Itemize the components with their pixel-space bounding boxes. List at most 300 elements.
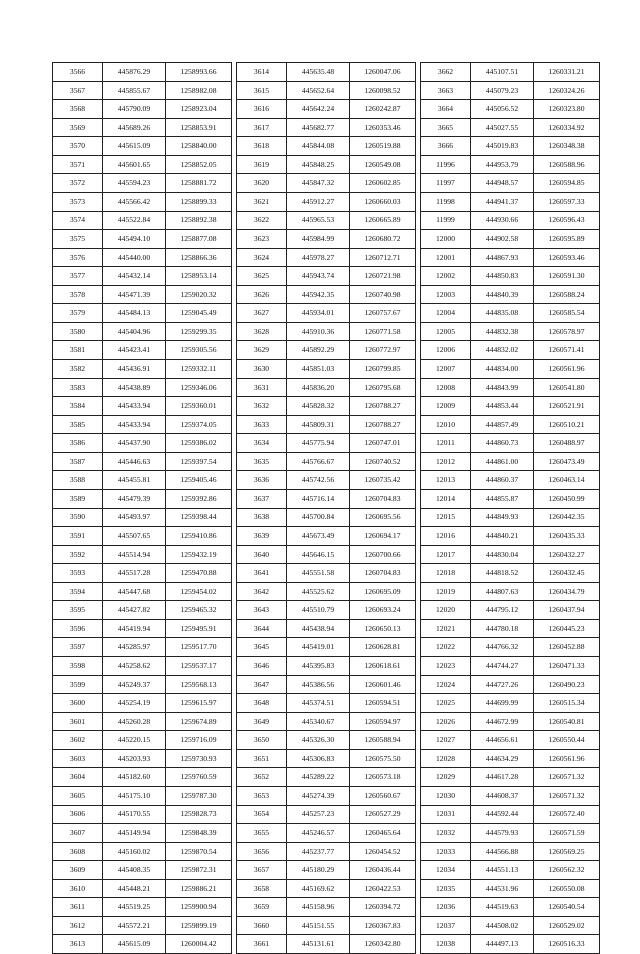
y-coordinate-cell: 1260569.25	[534, 842, 600, 861]
y-coordinate-cell: 1260571.59	[534, 824, 600, 843]
y-coordinate-cell: 1260588.24	[534, 285, 600, 304]
point-number-cell: 3612	[53, 916, 103, 935]
table-row	[53, 712, 232, 731]
x-coordinate-cell: 444551.13	[471, 861, 534, 880]
y-coordinate-cell: 1260473.49	[534, 452, 600, 471]
x-coordinate-cell: 444579.93	[471, 824, 534, 843]
point-number-cell: 3594	[53, 582, 103, 601]
point-number-cell: 3663	[421, 81, 471, 100]
y-coordinate-cell: 1259470.88	[166, 564, 232, 583]
y-coordinate-cell: 1260735.42	[350, 471, 416, 490]
x-coordinate-cell: 444849.93	[471, 508, 534, 527]
x-coordinate-cell: 445340.67	[287, 712, 350, 731]
x-coordinate-cell: 445440.00	[103, 248, 166, 267]
point-number-cell: 12005	[421, 322, 471, 341]
table-row	[421, 63, 600, 82]
y-coordinate-cell: 1260700.66	[350, 545, 416, 564]
x-coordinate-cell: 444617.28	[471, 768, 534, 787]
table-row	[237, 360, 416, 379]
table-row	[421, 378, 600, 397]
point-number-cell: 3575	[53, 230, 103, 249]
x-coordinate-cell: 444840.21	[471, 527, 534, 546]
point-number-cell: 3617	[237, 118, 287, 137]
point-number-cell: 3624	[237, 248, 287, 267]
x-coordinate-cell: 444832.02	[471, 341, 534, 360]
table-row	[421, 861, 600, 880]
point-number-cell: 3628	[237, 322, 287, 341]
point-number-cell: 3609	[53, 861, 103, 880]
table-row	[237, 192, 416, 211]
point-number-cell: 3576	[53, 248, 103, 267]
point-number-cell: 12018	[421, 564, 471, 583]
x-coordinate-cell: 444531.96	[471, 879, 534, 898]
y-coordinate-cell: 1258953.14	[166, 267, 232, 286]
table-row	[53, 100, 232, 119]
y-coordinate-cell: 1259730.93	[166, 749, 232, 768]
x-coordinate-cell: 445257.23	[287, 805, 350, 824]
point-number-cell: 3582	[53, 360, 103, 379]
point-number-cell: 3598	[53, 657, 103, 676]
coordinate-table-block-2	[236, 62, 416, 954]
x-coordinate-cell: 445652.64	[287, 81, 350, 100]
point-number-cell: 3579	[53, 304, 103, 323]
point-number-cell: 12023	[421, 657, 471, 676]
y-coordinate-cell: 1260550.08	[534, 879, 600, 898]
x-coordinate-cell: 445419.01	[287, 638, 350, 657]
point-number-cell: 12002	[421, 267, 471, 286]
y-coordinate-cell: 1260593.46	[534, 248, 600, 267]
point-number-cell: 12025	[421, 694, 471, 713]
y-coordinate-cell: 1258881.72	[166, 174, 232, 193]
y-coordinate-cell: 1259386.02	[166, 434, 232, 453]
table-row	[237, 527, 416, 546]
table-row	[421, 155, 600, 174]
x-coordinate-cell: 445131.61	[287, 935, 350, 954]
point-number-cell: 3641	[237, 564, 287, 583]
y-coordinate-cell: 1260004.42	[166, 935, 232, 954]
table-row	[421, 545, 600, 564]
y-coordinate-cell: 1260571.41	[534, 341, 600, 360]
x-coordinate-cell: 444855.87	[471, 489, 534, 508]
y-coordinate-cell: 1260660.03	[350, 192, 416, 211]
y-coordinate-cell: 1260597.33	[534, 192, 600, 211]
y-coordinate-cell: 1260618.61	[350, 657, 416, 676]
coordinate-sheet	[52, 62, 600, 954]
y-coordinate-cell: 1260560.67	[350, 786, 416, 805]
table-row	[53, 731, 232, 750]
y-coordinate-cell: 1260465.64	[350, 824, 416, 843]
point-number-cell: 3589	[53, 489, 103, 508]
y-coordinate-cell: 1260454.52	[350, 842, 416, 861]
x-coordinate-cell: 445844.08	[287, 137, 350, 156]
x-coordinate-cell: 444608.37	[471, 786, 534, 805]
y-coordinate-cell: 1259020.32	[166, 285, 232, 304]
point-number-cell: 3632	[237, 397, 287, 416]
point-number-cell: 3603	[53, 749, 103, 768]
table-row	[237, 285, 416, 304]
point-number-cell: 12006	[421, 341, 471, 360]
table-row	[53, 582, 232, 601]
y-coordinate-cell: 1260331.21	[534, 63, 600, 82]
x-coordinate-cell: 444566.88	[471, 842, 534, 861]
y-coordinate-cell: 1259568.13	[166, 675, 232, 694]
x-coordinate-cell: 445175.10	[103, 786, 166, 805]
y-coordinate-cell: 1259405.46	[166, 471, 232, 490]
y-coordinate-cell: 1260788.27	[350, 397, 416, 416]
x-coordinate-cell: 445517.28	[103, 564, 166, 583]
point-number-cell: 12003	[421, 285, 471, 304]
table-row	[53, 174, 232, 193]
x-coordinate-cell: 444699.99	[471, 694, 534, 713]
x-coordinate-cell: 445910.36	[287, 322, 350, 341]
y-coordinate-cell: 1260519.88	[350, 137, 416, 156]
table-row	[421, 100, 600, 119]
y-coordinate-cell: 1260529.02	[534, 916, 600, 935]
table-row	[237, 879, 416, 898]
point-number-cell: 3645	[237, 638, 287, 657]
table-row	[53, 489, 232, 508]
y-coordinate-cell: 1259517.70	[166, 638, 232, 657]
point-number-cell: 3622	[237, 211, 287, 230]
x-coordinate-cell: 445790.09	[103, 100, 166, 119]
table-row	[237, 786, 416, 805]
x-coordinate-cell: 445978.27	[287, 248, 350, 267]
table-row	[237, 657, 416, 676]
point-number-cell: 11997	[421, 174, 471, 193]
y-coordinate-cell: 1258852.05	[166, 155, 232, 174]
y-coordinate-cell: 1260435.33	[534, 527, 600, 546]
table-row	[53, 545, 232, 564]
x-coordinate-cell: 445423.41	[103, 341, 166, 360]
y-coordinate-cell: 1260432.45	[534, 564, 600, 583]
y-coordinate-cell: 1260323.80	[534, 100, 600, 119]
table-row	[53, 248, 232, 267]
y-coordinate-cell: 1260575.50	[350, 749, 416, 768]
point-number-cell: 3573	[53, 192, 103, 211]
table-row	[421, 211, 600, 230]
y-coordinate-cell: 1259828.73	[166, 805, 232, 824]
table-row	[421, 267, 600, 286]
y-coordinate-cell: 1260693.24	[350, 601, 416, 620]
point-number-cell: 3613	[53, 935, 103, 954]
table-row	[237, 619, 416, 638]
y-coordinate-cell: 1260562.32	[534, 861, 600, 880]
y-coordinate-cell: 1260694.17	[350, 527, 416, 546]
table-row	[53, 638, 232, 657]
x-coordinate-cell: 444795.12	[471, 601, 534, 620]
x-coordinate-cell: 445432.14	[103, 267, 166, 286]
y-coordinate-cell: 1260463.14	[534, 471, 600, 490]
y-coordinate-cell: 1260242.87	[350, 100, 416, 119]
point-number-cell: 3643	[237, 601, 287, 620]
x-coordinate-cell: 444861.00	[471, 452, 534, 471]
table-row	[421, 137, 600, 156]
point-number-cell: 3610	[53, 879, 103, 898]
y-coordinate-cell: 1260712.71	[350, 248, 416, 267]
y-coordinate-cell: 1259465.32	[166, 601, 232, 620]
y-coordinate-cell: 1259760.59	[166, 768, 232, 787]
x-coordinate-cell: 445855.67	[103, 81, 166, 100]
x-coordinate-cell: 444832.38	[471, 322, 534, 341]
x-coordinate-cell: 445682.77	[287, 118, 350, 137]
point-number-cell: 3571	[53, 155, 103, 174]
table-row	[237, 397, 416, 416]
x-coordinate-cell: 444508.02	[471, 916, 534, 935]
point-number-cell: 3591	[53, 527, 103, 546]
table-row	[53, 285, 232, 304]
table-row	[237, 137, 416, 156]
point-number-cell: 12034	[421, 861, 471, 880]
table-row	[53, 81, 232, 100]
y-coordinate-cell: 1260585.54	[534, 304, 600, 323]
table-row	[237, 582, 416, 601]
point-number-cell: 3618	[237, 137, 287, 156]
table-row	[53, 378, 232, 397]
table-row	[53, 304, 232, 323]
y-coordinate-cell: 1260561.96	[534, 749, 600, 768]
point-number-cell: 3607	[53, 824, 103, 843]
table-row	[237, 452, 416, 471]
x-coordinate-cell: 445285.97	[103, 638, 166, 657]
table-row	[237, 805, 416, 824]
point-number-cell: 12017	[421, 545, 471, 564]
table-row	[237, 935, 416, 954]
x-coordinate-cell: 444830.04	[471, 545, 534, 564]
table-row	[421, 322, 600, 341]
point-number-cell: 12031	[421, 805, 471, 824]
point-number-cell: 3658	[237, 879, 287, 898]
table-row	[237, 63, 416, 82]
table-row	[421, 564, 600, 583]
y-coordinate-cell: 1260488.97	[534, 434, 600, 453]
point-number-cell: 12014	[421, 489, 471, 508]
table-row	[421, 452, 600, 471]
y-coordinate-cell: 1260342.80	[350, 935, 416, 954]
x-coordinate-cell: 445408.35	[103, 861, 166, 880]
point-number-cell: 3574	[53, 211, 103, 230]
y-coordinate-cell: 1259332.11	[166, 360, 232, 379]
point-number-cell: 3657	[237, 861, 287, 880]
y-coordinate-cell: 1260721.98	[350, 267, 416, 286]
point-number-cell: 3583	[53, 378, 103, 397]
x-coordinate-cell: 445615.09	[103, 935, 166, 954]
y-coordinate-cell: 1260348.38	[534, 137, 600, 156]
point-number-cell: 12021	[421, 619, 471, 638]
table-row	[237, 601, 416, 620]
table-row	[421, 415, 600, 434]
table-row	[421, 935, 600, 954]
x-coordinate-cell: 444519.63	[471, 898, 534, 917]
y-coordinate-cell: 1260098.52	[350, 81, 416, 100]
table-row	[237, 861, 416, 880]
x-coordinate-cell: 445507.65	[103, 527, 166, 546]
point-number-cell: 12015	[421, 508, 471, 527]
point-number-cell: 3584	[53, 397, 103, 416]
x-coordinate-cell: 445594.23	[103, 174, 166, 193]
x-coordinate-cell: 445027.55	[471, 118, 534, 137]
x-coordinate-cell: 444941.37	[471, 192, 534, 211]
x-coordinate-cell: 445326.30	[287, 731, 350, 750]
point-number-cell: 3570	[53, 137, 103, 156]
table-row	[421, 192, 600, 211]
point-number-cell: 3644	[237, 619, 287, 638]
x-coordinate-cell: 445673.49	[287, 527, 350, 546]
table-row	[421, 360, 600, 379]
point-number-cell: 3664	[421, 100, 471, 119]
y-coordinate-cell: 1259886.21	[166, 879, 232, 898]
x-coordinate-cell: 445510.79	[287, 601, 350, 620]
x-coordinate-cell: 444860.73	[471, 434, 534, 453]
table-row	[237, 471, 416, 490]
x-coordinate-cell: 444744.27	[471, 657, 534, 676]
y-coordinate-cell: 1260578.97	[534, 322, 600, 341]
table-row	[53, 230, 232, 249]
x-coordinate-cell: 444672.99	[471, 712, 534, 731]
y-coordinate-cell: 1260601.46	[350, 675, 416, 694]
x-coordinate-cell: 445427.82	[103, 601, 166, 620]
x-coordinate-cell: 445572.21	[103, 916, 166, 935]
point-number-cell: 3627	[237, 304, 287, 323]
y-coordinate-cell: 1260561.96	[534, 360, 600, 379]
point-number-cell: 12036	[421, 898, 471, 917]
point-number-cell: 3631	[237, 378, 287, 397]
point-number-cell: 3568	[53, 100, 103, 119]
table-row	[421, 601, 600, 620]
y-coordinate-cell: 1260471.33	[534, 657, 600, 676]
table-row	[53, 508, 232, 527]
y-coordinate-cell: 1259410.86	[166, 527, 232, 546]
x-coordinate-cell: 445169.62	[287, 879, 350, 898]
x-coordinate-cell: 444853.44	[471, 397, 534, 416]
point-number-cell: 3577	[53, 267, 103, 286]
x-coordinate-cell: 445847.32	[287, 174, 350, 193]
y-coordinate-cell: 1259397.54	[166, 452, 232, 471]
point-number-cell: 3587	[53, 452, 103, 471]
x-coordinate-cell: 445419.94	[103, 619, 166, 638]
y-coordinate-cell: 1258982.08	[166, 81, 232, 100]
y-coordinate-cell: 1260747.01	[350, 434, 416, 453]
x-coordinate-cell: 445182.60	[103, 768, 166, 787]
x-coordinate-cell: 445246.57	[287, 824, 350, 843]
table-row	[53, 861, 232, 880]
x-coordinate-cell: 445514.94	[103, 545, 166, 564]
table-row	[421, 768, 600, 787]
table-row	[237, 211, 416, 230]
table-row	[53, 879, 232, 898]
y-coordinate-cell: 1260771.58	[350, 322, 416, 341]
y-coordinate-cell: 1259045.49	[166, 304, 232, 323]
y-coordinate-cell: 1260422.53	[350, 879, 416, 898]
point-number-cell: 3567	[53, 81, 103, 100]
y-coordinate-cell: 1260588.94	[350, 731, 416, 750]
point-number-cell: 3633	[237, 415, 287, 434]
point-number-cell: 3586	[53, 434, 103, 453]
y-coordinate-cell: 1259899.19	[166, 916, 232, 935]
x-coordinate-cell: 445525.62	[287, 582, 350, 601]
x-coordinate-cell: 444840.39	[471, 285, 534, 304]
y-coordinate-cell: 1259432.19	[166, 545, 232, 564]
table-row	[237, 824, 416, 843]
x-coordinate-cell: 445374.51	[287, 694, 350, 713]
y-coordinate-cell: 1260628.81	[350, 638, 416, 657]
x-coordinate-cell: 445149.94	[103, 824, 166, 843]
table-row	[53, 619, 232, 638]
y-coordinate-cell: 1260324.26	[534, 81, 600, 100]
x-coordinate-cell: 445836.20	[287, 378, 350, 397]
x-coordinate-cell: 444807.63	[471, 582, 534, 601]
y-coordinate-cell: 1259674.89	[166, 712, 232, 731]
y-coordinate-cell: 1259537.17	[166, 657, 232, 676]
y-coordinate-cell: 1260550.44	[534, 731, 600, 750]
table-row	[421, 471, 600, 490]
table-row	[237, 564, 416, 583]
point-number-cell: 12010	[421, 415, 471, 434]
point-number-cell: 11996	[421, 155, 471, 174]
y-coordinate-cell: 1260445.23	[534, 619, 600, 638]
point-number-cell: 3655	[237, 824, 287, 843]
x-coordinate-cell: 445876.29	[103, 63, 166, 82]
x-coordinate-cell: 445912.27	[287, 192, 350, 211]
x-coordinate-cell: 445437.90	[103, 434, 166, 453]
y-coordinate-cell: 1260740.98	[350, 285, 416, 304]
point-number-cell: 3606	[53, 805, 103, 824]
y-coordinate-cell: 1258853.91	[166, 118, 232, 137]
point-number-cell: 3654	[237, 805, 287, 824]
x-coordinate-cell: 444766.32	[471, 638, 534, 657]
y-coordinate-cell: 1259848.39	[166, 824, 232, 843]
x-coordinate-cell: 445646.15	[287, 545, 350, 564]
x-coordinate-cell: 445289.22	[287, 768, 350, 787]
y-coordinate-cell: 1260571.32	[534, 786, 600, 805]
point-number-cell: 12033	[421, 842, 471, 861]
x-coordinate-cell: 445446.63	[103, 452, 166, 471]
table-row	[237, 100, 416, 119]
table-row	[53, 675, 232, 694]
point-number-cell: 3650	[237, 731, 287, 750]
x-coordinate-cell: 445494.10	[103, 230, 166, 249]
point-number-cell: 3646	[237, 657, 287, 676]
table-row	[421, 304, 600, 323]
table-row	[53, 898, 232, 917]
y-coordinate-cell: 1260442.35	[534, 508, 600, 527]
point-number-cell: 12004	[421, 304, 471, 323]
point-number-cell: 12012	[421, 452, 471, 471]
point-number-cell: 3566	[53, 63, 103, 82]
table-row	[53, 564, 232, 583]
x-coordinate-cell: 445170.55	[103, 805, 166, 824]
table-row	[421, 712, 600, 731]
x-coordinate-cell: 445934.01	[287, 304, 350, 323]
y-coordinate-cell: 1260571.32	[534, 768, 600, 787]
x-coordinate-cell: 445433.94	[103, 397, 166, 416]
x-coordinate-cell: 444948.57	[471, 174, 534, 193]
y-coordinate-cell: 1260549.08	[350, 155, 416, 174]
point-number-cell: 3635	[237, 452, 287, 471]
x-coordinate-cell: 445965.53	[287, 211, 350, 230]
point-number-cell: 3636	[237, 471, 287, 490]
point-number-cell: 3625	[237, 267, 287, 286]
table-row	[237, 638, 416, 657]
table-row	[237, 545, 416, 564]
y-coordinate-cell: 1259392.86	[166, 489, 232, 508]
table-row	[53, 434, 232, 453]
point-number-cell: 3601	[53, 712, 103, 731]
y-coordinate-cell: 1260650.13	[350, 619, 416, 638]
y-coordinate-cell: 1260521.91	[534, 397, 600, 416]
y-coordinate-cell: 1259360.01	[166, 397, 232, 416]
y-coordinate-cell: 1260436.44	[350, 861, 416, 880]
x-coordinate-cell: 445254.19	[103, 694, 166, 713]
